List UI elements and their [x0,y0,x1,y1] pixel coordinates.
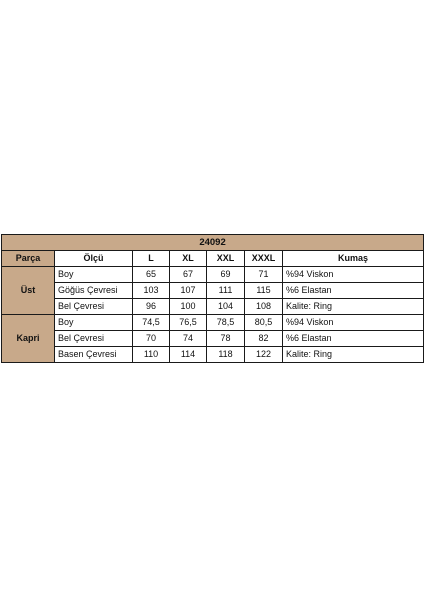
value-cell: 103 [133,283,170,299]
value-cell: 108 [245,299,283,315]
value-cell: 76,5 [170,315,207,331]
value-cell: 111 [207,283,245,299]
table-row [2,299,424,315]
value-cell: 110 [133,347,170,363]
measure-cell: Bel Çevresi [55,299,133,315]
value-cell: 115 [245,283,283,299]
value-cell: 67 [170,267,207,283]
value-cell: 78 [207,331,245,347]
value-cell: 82 [245,331,283,347]
header-size-xxxl: XXXL [245,251,283,267]
table-row [2,283,424,299]
value-cell: 70 [133,331,170,347]
measure-cell: Basen Çevresi [55,347,133,363]
fabric-cell: Kalite: Ring [283,347,424,363]
value-cell: 69 [207,267,245,283]
size-chart-table [1,234,424,363]
measure-cell: Göğüs Çevresi [55,283,133,299]
group-label-ust: Üst [2,267,55,315]
value-cell: 100 [170,299,207,315]
table-title: 24092 [2,235,424,251]
value-cell: 96 [133,299,170,315]
fabric-cell: %94 Viskon [283,267,424,283]
value-cell: 65 [133,267,170,283]
table-row [2,267,424,283]
measure-cell: Boy [55,267,133,283]
value-cell: 78,5 [207,315,245,331]
fabric-cell: %94 Viskon [283,315,424,331]
value-cell: 118 [207,347,245,363]
value-cell: 122 [245,347,283,363]
measure-cell: Bel Çevresi [55,331,133,347]
group-label-kapri: Kapri [2,315,55,363]
header-measure: Ölçü [55,251,133,267]
header-part: Parça [2,251,55,267]
table-row [2,315,424,331]
header-size-l: L [133,251,170,267]
measure-cell: Boy [55,315,133,331]
value-cell: 107 [170,283,207,299]
fabric-cell: %6 Elastan [283,283,424,299]
fabric-cell: %6 Elastan [283,331,424,347]
value-cell: 71 [245,267,283,283]
fabric-cell: Kalite: Ring [283,299,424,315]
table-row [2,331,424,347]
value-cell: 114 [170,347,207,363]
table-row [2,347,424,363]
value-cell: 104 [207,299,245,315]
header-size-xl: XL [170,251,207,267]
header-size-xxl: XXL [207,251,245,267]
value-cell: 80,5 [245,315,283,331]
value-cell: 74 [170,331,207,347]
header-fabric: Kumaş [283,251,424,267]
value-cell: 74,5 [133,315,170,331]
